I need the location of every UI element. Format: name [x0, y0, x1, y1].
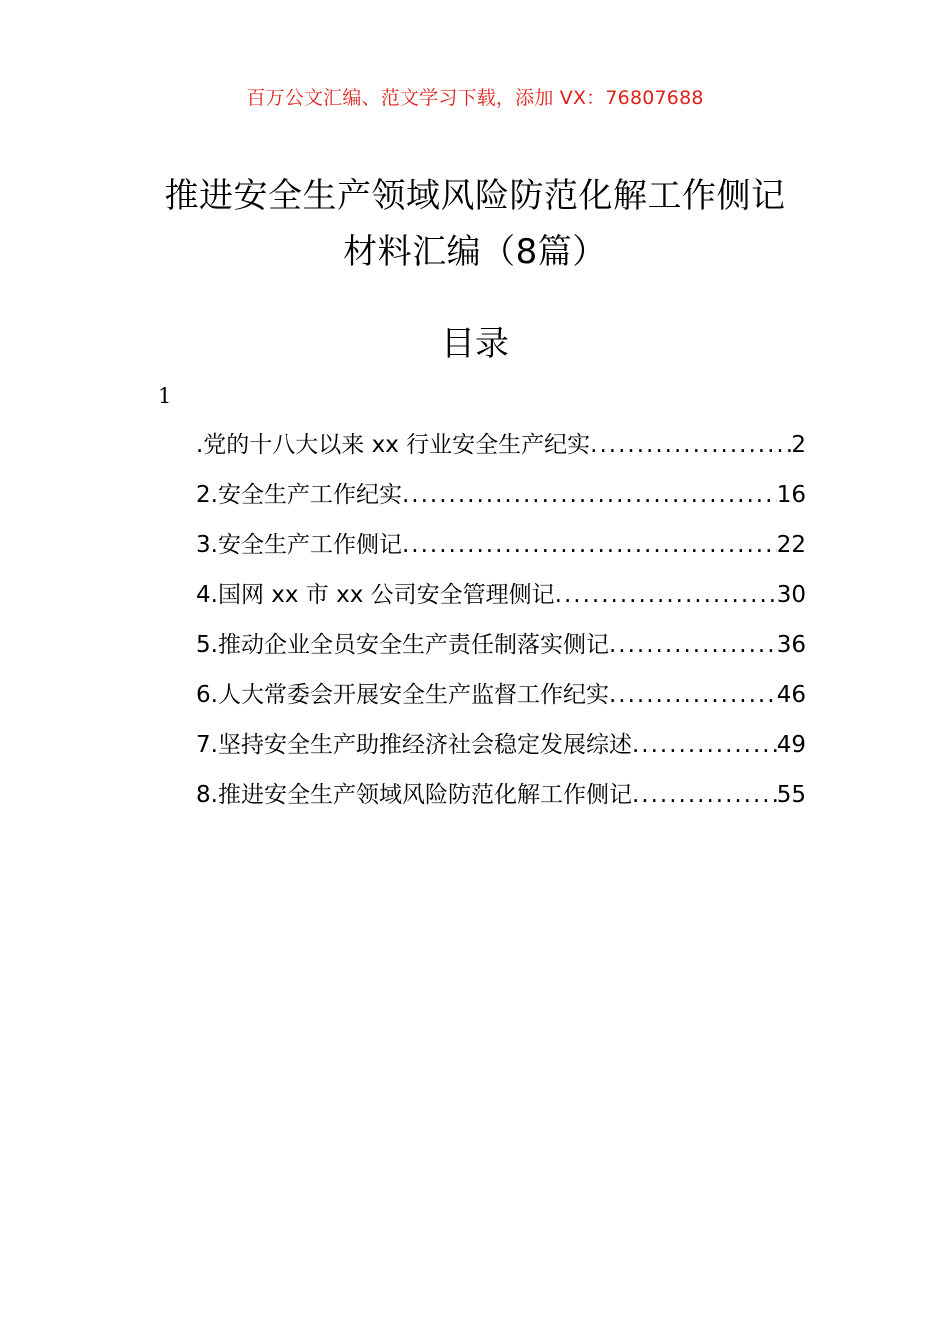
toc-entry-page: 36 — [776, 632, 806, 658]
toc-heading: 目录 — [441, 324, 509, 364]
toc-leader-dots — [632, 720, 777, 770]
toc-leader-dots — [609, 620, 777, 670]
toc-entry-page: 22 — [776, 532, 806, 558]
toc-entry[interactable] — [196, 470, 806, 520]
toc-entry-page: 16 — [776, 482, 806, 508]
toc-entry-title: 4.国网 xx 市 xx 公司安全管理侧记 — [196, 582, 555, 608]
toc-leader-dots — [555, 570, 777, 620]
toc-entry-title: 7.坚持安全生产助推经济社会稳定发展综述 — [196, 732, 632, 758]
table-of-contents — [196, 420, 806, 820]
toc-leader-dots — [402, 470, 777, 520]
document-title — [80, 168, 870, 280]
toc-entry-title: 6.人大常委会开展安全生产监督工作纪实 — [196, 682, 609, 708]
toc-entry-page: 55 — [776, 782, 806, 808]
toc-entry[interactable] — [196, 620, 806, 670]
toc-leader-dots — [632, 770, 777, 820]
toc-leader-dots — [590, 420, 791, 470]
toc-leader-dots — [402, 520, 777, 570]
toc-entry[interactable] — [196, 720, 806, 770]
toc-entry[interactable] — [196, 520, 806, 570]
header-note: 百万公文汇编、范文学习下载，添加 VX：76807688 — [246, 87, 704, 109]
toc-entry-title: 3.安全生产工作侧记 — [196, 532, 402, 558]
toc-entry-title: 8.推进安全生产领域风险防范化解工作侧记 — [196, 782, 632, 808]
toc-leader-dots — [609, 670, 777, 720]
toc-entry-title: 2.安全生产工作纪实 — [196, 482, 402, 508]
toc-entry[interactable] — [196, 670, 806, 720]
toc-entry-page: 46 — [776, 682, 806, 708]
toc-entry[interactable] — [196, 770, 806, 820]
title-line-1: 推进安全生产领域风险防范化解工作侧记 — [164, 176, 786, 216]
toc-entry[interactable] — [196, 570, 806, 620]
toc-entry-page: 2 — [791, 432, 806, 458]
toc-entry[interactable] — [196, 420, 806, 470]
toc-entry-page: 49 — [776, 732, 806, 758]
toc-entry-title: .党的十八大以来 xx 行业安全生产纪实 — [196, 432, 591, 458]
toc-entry-page: 30 — [776, 582, 806, 608]
stray-number: 1 — [158, 384, 172, 408]
title-line-2: 材料汇编（8篇） — [343, 232, 607, 272]
toc-entry-title: 5.推动企业全员安全生产责任制落实侧记 — [196, 632, 609, 658]
